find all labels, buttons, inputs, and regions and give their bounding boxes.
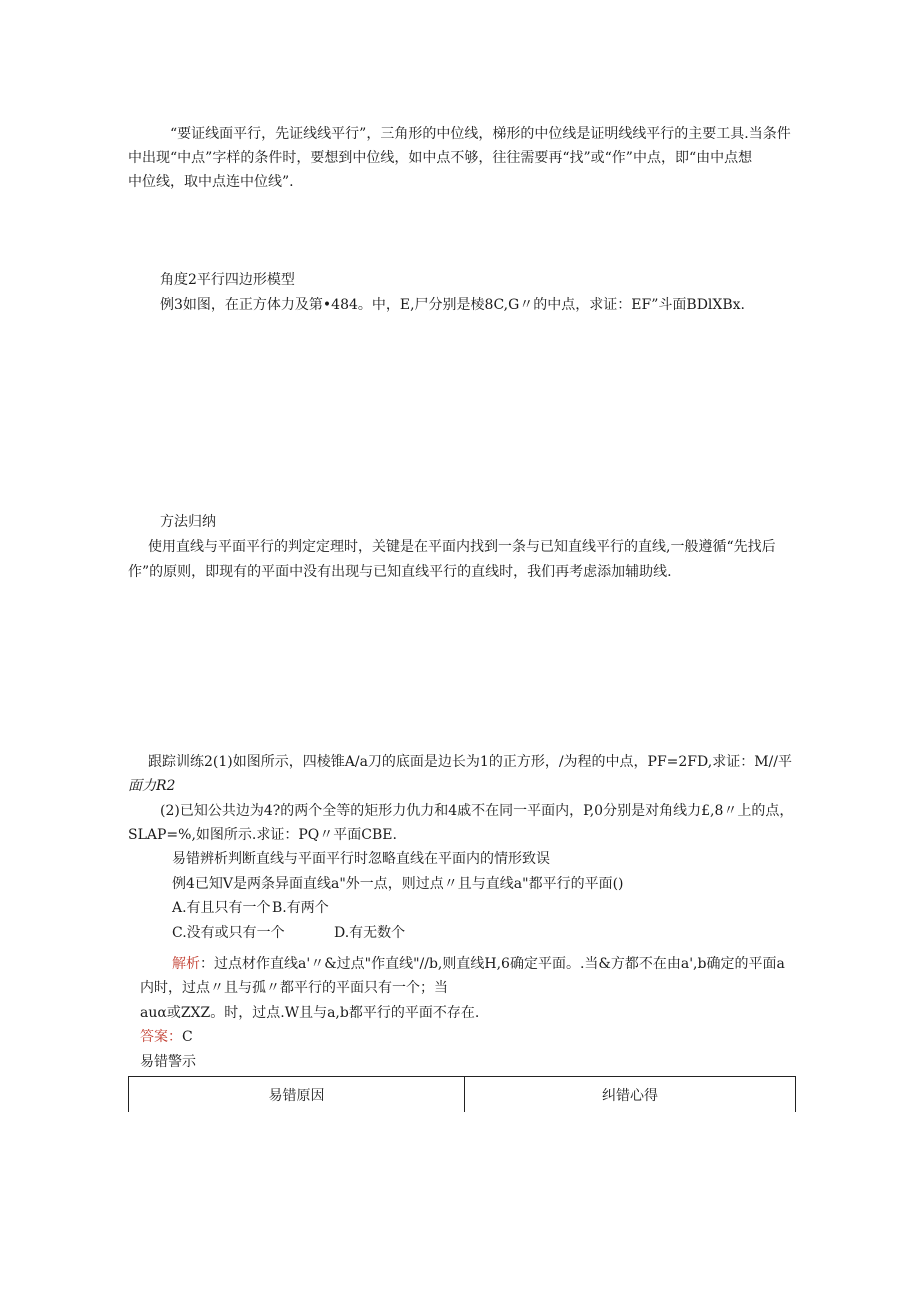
training-line-4: SLAP=%,如图所示.求证：PQ〃平面CBE. bbox=[128, 827, 397, 843]
answer-label: 答案： bbox=[140, 1029, 182, 1045]
intro-line-1: “要证线面平行，先证线线平行”，三角形的中位线，梯形的中位线是证明线线平行的主要工具.当条件 bbox=[170, 126, 791, 142]
example-3: 例3如图，在正方体力及第•484。中，E,尸分别是棱8C,G〃的中点，求证：EF”斗面BDlXBx. bbox=[160, 297, 745, 313]
option-b: B.有两个 bbox=[272, 900, 329, 916]
section-title-angle2: 角度2平行四边形模型 bbox=[160, 272, 295, 288]
pitfall-title: 易错辨析判断直线与平面平行时忽略直线在平面内的情形致误 bbox=[172, 851, 550, 867]
training-line-3: (2)已知公共边为4?的两个全等的矩形力仇力和4戚不在同一平面内，P,0分别是对角线力£,8〃上的点， bbox=[160, 803, 794, 819]
analysis-label: 解析 bbox=[172, 956, 200, 972]
analysis-line-1 bbox=[172, 954, 785, 974]
analysis-line-2: 内时，过点〃且与孤〃都平行的平面只有一个；当 bbox=[140, 980, 448, 996]
intro-line-2: 中出现“中点”字样的条件时，要想到中位线，如中点不够，往往需要再“找”或“作”中点，即“由中点想 bbox=[128, 150, 753, 166]
analysis-line-3: auα或ZXZ。时，过点.W且与a,b都平行的平面不存在. bbox=[140, 1005, 480, 1021]
analysis-text-1: ：过点材作直线a'〃&过点"作直线"//b,则直线H,6确定平面。.当&方都不在由a',b确定的平面a bbox=[200, 956, 785, 972]
answer-value: C bbox=[182, 1029, 193, 1045]
method-line-1: 使用直线与平面平行的判定定理时，关键是在平面内找到一条与已知直线平行的直线,一般遵循“先找后 bbox=[148, 539, 776, 555]
answer bbox=[140, 1027, 193, 1047]
table-header-row bbox=[129, 1077, 796, 1113]
option-d: D.有无数个 bbox=[334, 925, 406, 941]
training-line-2: 面力R2 bbox=[128, 778, 176, 794]
warning-title: 易错警示 bbox=[140, 1054, 196, 1070]
column-header-cause: 易错原因 bbox=[129, 1077, 465, 1113]
option-a: A.有且只有一个 bbox=[172, 900, 271, 916]
example-4: 例4已知V是两条异面直线a"外一点，则过点〃且与直线a"都平行的平面() bbox=[172, 876, 624, 892]
training-line-1: 跟踪训练2(1)如图所示，四棱锥A/a刀的底面是边长为1的正方形，/为程的中点，PF=2FD,求证：M//平 bbox=[148, 754, 792, 770]
column-header-lesson: 纠错心得 bbox=[465, 1077, 796, 1113]
option-c: C.没有或只有一个 bbox=[172, 925, 285, 941]
warning-table bbox=[128, 1076, 796, 1112]
method-title: 方法归纳 bbox=[160, 514, 216, 530]
method-line-2: 作”的原则，即现有的平面中没有出现与已知直线平行的直线时，我们再考虑添加辅助线. bbox=[128, 564, 672, 580]
intro-line-3: 中位线，取中点连中位线”. bbox=[128, 174, 294, 190]
